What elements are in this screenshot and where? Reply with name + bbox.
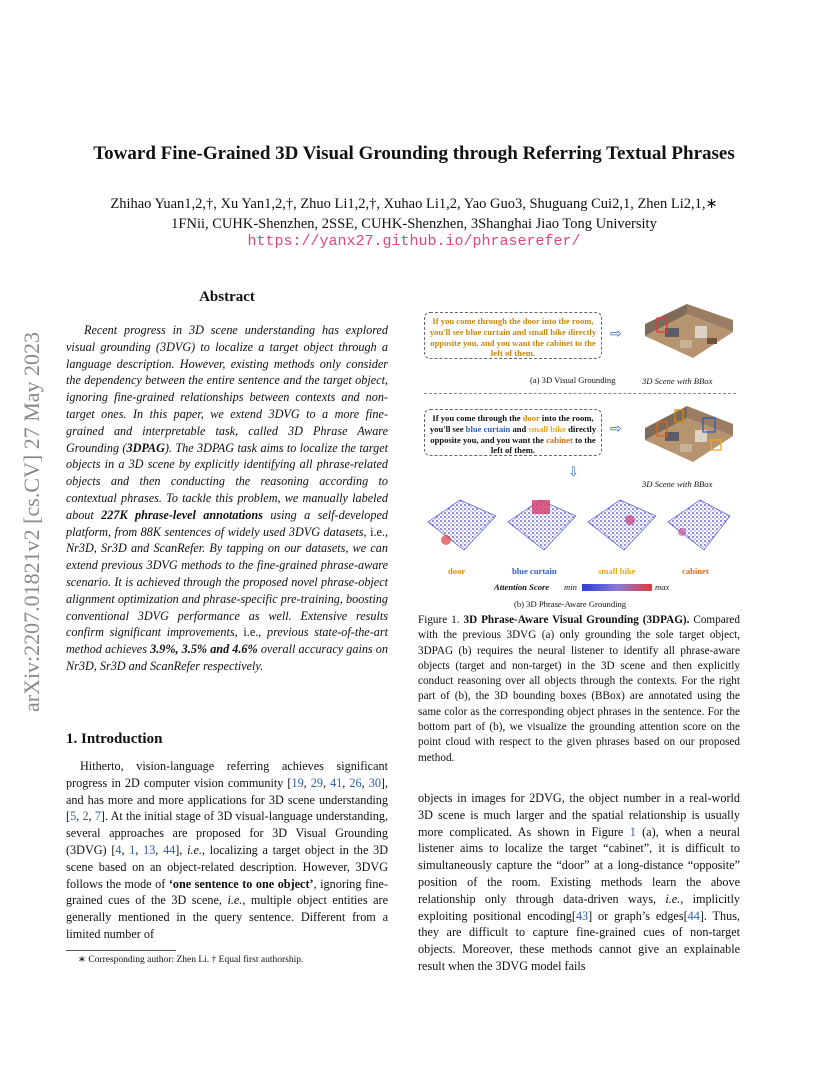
label-door: door bbox=[448, 566, 466, 576]
citation-link[interactable]: 30 bbox=[368, 775, 381, 790]
citation-link[interactable]: 43 bbox=[575, 908, 589, 923]
colorbar bbox=[582, 584, 652, 591]
pointcloud-small-bike bbox=[588, 500, 656, 550]
citation-link[interactable]: 19 bbox=[291, 775, 304, 790]
max-label: max bbox=[655, 582, 670, 592]
paper-title: Toward Fine-Grained 3D Visual Grounding through Referring Textual Phrases bbox=[93, 143, 735, 164]
arxiv-side-stamp bbox=[12, 282, 52, 762]
citation-link[interactable]: 44 bbox=[163, 842, 176, 857]
citation-link[interactable]: 13 bbox=[143, 842, 156, 857]
arrow-right-icon: ⇨ bbox=[610, 327, 622, 342]
right-column-text: objects in images for 2DVG, the object number in a real-world 3D scene is much larger and the spatial relationship is usually more complicated. As shown in Figure 1 (a), when a neural listener aims to localize the target “cabinet”, it is difficult to simultaneously capture the “door” at a long-distance “opposite” position of the room. Existing methods learn the above relationship only through data-driven ways, i.e., implicitly exploiting positional encoding[43] or graph’s edges[44]. Thus, they are difficult to capture fine-grained cues of non-target objects. Moreover, these methods cannot give an explainable result when the 3DVG model fails bbox=[418, 791, 740, 973]
label-blue-curtain: blue curtain bbox=[512, 566, 557, 576]
author-list: Zhihao Yuan1,2,†, Xu Yan1,2,†, Zhuo Li1,2,†, Xuhao Li1,2, Yao Guo3, Shuguang Cui2,1, Zhen Li2,1,∗ bbox=[110, 196, 718, 212]
citation-link[interactable]: 5 bbox=[70, 809, 77, 824]
abstract-body: Recent progress in 3D scene understanding has explored visual grounding (3DVG) to localize a target object through a language description. However, existing methods only consider the dependency between the entire sentence and the target object, ignoring fine-grained relationships between contexts and non-target ones. In this paper, we extend 3DVG to a more fine-grained and interpretable task, called 3D Phrase Aware Grounding (3DPAG). The 3DPAG task aims to localize the target objects in a 3D scene by explicitly identifying all phrase-related objects and then conducting the reasoning according to contextual phrases. To tackle this problem, we manually labeled about 227K phrase-level annotations using a self-developed platform, from 88K sentences of widely used 3DVG datasets, i.e., Nr3D, Sr3D and ScanRefer. By tapping on our datasets, we can extend previous 3DVG methods to the fine-grained phrase-aware scenario. It is achieved through the proposed novel phrase-object alignment optimization and phrase-specific pre-training, boosting conventional 3DVG performance as well. Extensive results confirm significant improvements, i.e., previous state-of-the-art method achieves 3.9%, 3.5% and 4.6% overall accuracy gains on Nr3D, Sr3D and ScanRefer respectively. bbox=[66, 323, 389, 673]
attention-pointclouds bbox=[424, 492, 734, 558]
label-small-bike: small bike bbox=[598, 566, 636, 576]
figure-1 bbox=[420, 296, 740, 616]
abstract-heading: Abstract bbox=[199, 289, 255, 305]
pointcloud-blue-curtain bbox=[508, 500, 576, 550]
scene-image-b bbox=[635, 396, 739, 474]
label-cabinet: cabinet bbox=[682, 566, 709, 576]
scene-label-b: 3D Scene with BBox bbox=[642, 479, 713, 489]
pointcloud-door bbox=[428, 500, 496, 550]
dashed-divider bbox=[424, 393, 736, 394]
arrow-right-icon: ⇨ bbox=[610, 422, 622, 437]
arrow-down-icon: ⇩ bbox=[568, 464, 579, 479]
attention-score-label: Attention Score bbox=[494, 582, 550, 592]
intro-body: Hitherto, vision-language referring achieves significant progress in 2D computer vision community [19, 29, 41, 26, 30], and has more and more applications for 3D scene understanding [5, 2, 7]. At the initial stage of 3D visual-language understanding, several approaches are proposed for 3D Visual Grounding (3DVG) [4, 1, 13, 44], i.e., localizing a target object in the 3D scene based on an object-related description. However, 3DVG follows the mode of ‘one sentence to one object’, ignoring fine-grained cues of the 3D scene, i.e., multiple object entities are generally mentioned in the query sentence. Different from a limited number of bbox=[66, 759, 389, 941]
scene-image-a bbox=[635, 296, 739, 366]
intro-heading: 1. Introduction bbox=[66, 731, 163, 747]
min-label: min bbox=[564, 582, 577, 592]
figure-caption: Figure 1. 3D Phrase-Aware Visual Grounding (3DPAG). Compared with the previous 3DVG (a) only grounding the sole target object, 3DPAG (b) requires the neural listener to identify all phrase-aware objects (target and non-target) in the 3D scene and then explicitly conduct reasoning over all objects through the contexts. For the right part of (b), the 3D bounding boxes (BBox) are annotated using the same color as the corresponding object phrases in the sentence. For the bottom part of (b), we visualize the grounding attention score on the point cloud with respect to the given phrases based on our proposed method. bbox=[418, 614, 740, 764]
citation-link[interactable]: 29 bbox=[310, 775, 323, 790]
project-url[interactable]: https://yanx27.github.io/phraserefer/ bbox=[247, 233, 581, 250]
query-bubble-b: If you come through the door into the room, you'll see blue curtain and small bike directly opposite you, and you want the cabinet to the left of them. bbox=[424, 409, 602, 456]
citation-link[interactable]: 7 bbox=[94, 809, 101, 824]
citation-link[interactable]: 4 bbox=[115, 842, 122, 857]
citation-link[interactable]: 26 bbox=[349, 775, 362, 790]
footnote-rule bbox=[66, 950, 176, 951]
citation-link[interactable]: 2 bbox=[82, 809, 89, 824]
author-block bbox=[0, 194, 828, 234]
subfigure-b-label: (b) 3D Phrase-Aware Grounding bbox=[514, 599, 627, 609]
affiliations: 1FNii, CUHK-Shenzhen, 2SSE, CUHK-Shenzhen, 3Shanghai Jiao Tong University bbox=[171, 216, 657, 232]
citation-link[interactable]: 1 bbox=[129, 842, 136, 857]
query-bubble-a: If you come through the door into the room, you'll see blue curtain and small bike directly opposite you, and you want the cabinet to the left of them. bbox=[424, 312, 602, 359]
pointcloud-cabinet bbox=[668, 500, 730, 550]
subfigure-a-label: (a) 3D Visual Grounding bbox=[530, 375, 616, 385]
citation-link[interactable]: 41 bbox=[330, 775, 343, 790]
footnote: ∗ Corresponding author: Zhen Li. † Equal first authorship. bbox=[78, 955, 304, 965]
arxiv-id: arXiv:2207.01821v2 [cs.CV] 27 May 2023 bbox=[19, 331, 44, 713]
citation-link[interactable]: 44 bbox=[687, 908, 700, 923]
scene-label-a: 3D Scene with BBox bbox=[642, 376, 713, 386]
figure-ref-link[interactable]: 1 bbox=[629, 824, 636, 839]
